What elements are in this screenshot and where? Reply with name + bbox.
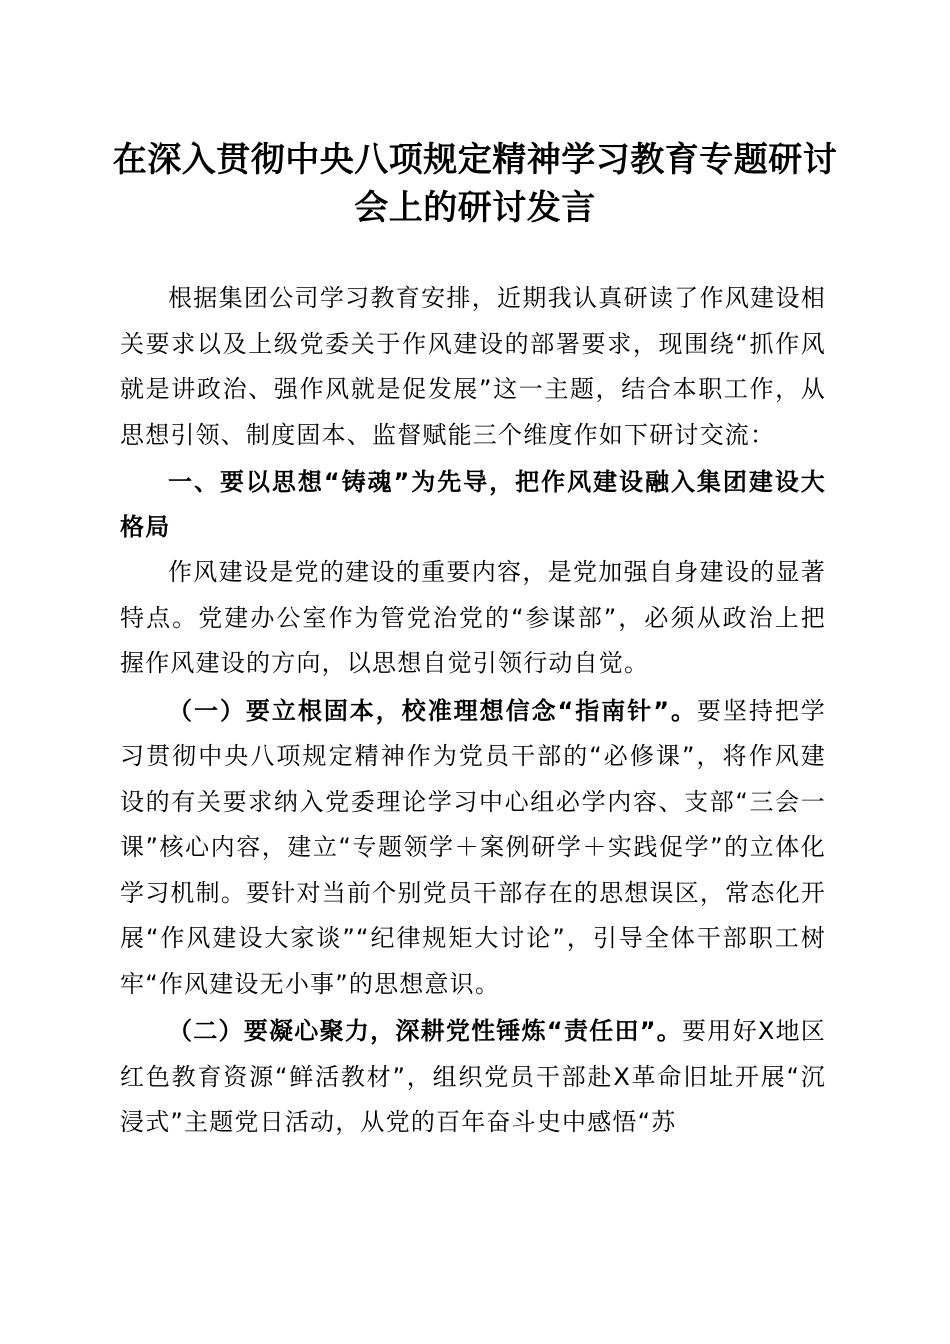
item-2-paragraph: [120, 1009, 826, 1146]
item-2-lead: （二）要凝心聚力，深耕党性锤炼“责任田”。: [168, 1017, 683, 1045]
intro-paragraph: 根据集团公司学习教育安排，近期我认真研读了作风建设相关要求以及上级党委关于作风建设的部署要求，现围绕“抓作风就是讲政治、强作风就是促发展”这一主题，结合本职工作，从思想引领、制度固本、监督赋能三个维度作如下研讨交流：: [120, 284, 826, 449]
item-1-paragraph: [120, 689, 826, 1008]
item-1-text: 要坚持把学习贯彻中央八项规定精神作为党员干部的“必修课”，将作风建设的有关要求纳入党委理论学习中心组必学内容、支部“三会一课”核心内容，建立“专题领学＋案例研学＋实践促学”的立体化学习机制。要针对当前个别党员干部存在的思想误区，常态化开展“作风建设大家谈”“纪律规矩大讨论”，引导全体干部职工树牢“作风建设无小事”的思想意识。: [120, 696, 827, 998]
document-body: [120, 276, 826, 1146]
item-1-lead: （一）要立根固本，校准理想信念“指南针”。: [168, 696, 697, 725]
document-title: 在深入贯彻中央八项规定精神学习教育专题研讨会上的研讨发言: [112, 140, 838, 228]
item-2-text: 要用好X地区红色教育资源“鲜活教材”，组织党员干部赴X革命旧址开展“沉浸式”主题党日活动，从党的百年奋斗史中感悟“苏: [120, 1017, 826, 1136]
section-1-paragraph: 作风建设是党的建设的重要内容，是党加强自身建设的显著特点。党建办公室作为管党治党的“参谋部”，必须从政治上把握作风建设的方向，以思想自觉引领行动自觉。: [120, 558, 826, 677]
section-1-heading: 一、要以思想“铸魂”为先导，把作风建设融入集团建设大格局: [120, 468, 826, 541]
